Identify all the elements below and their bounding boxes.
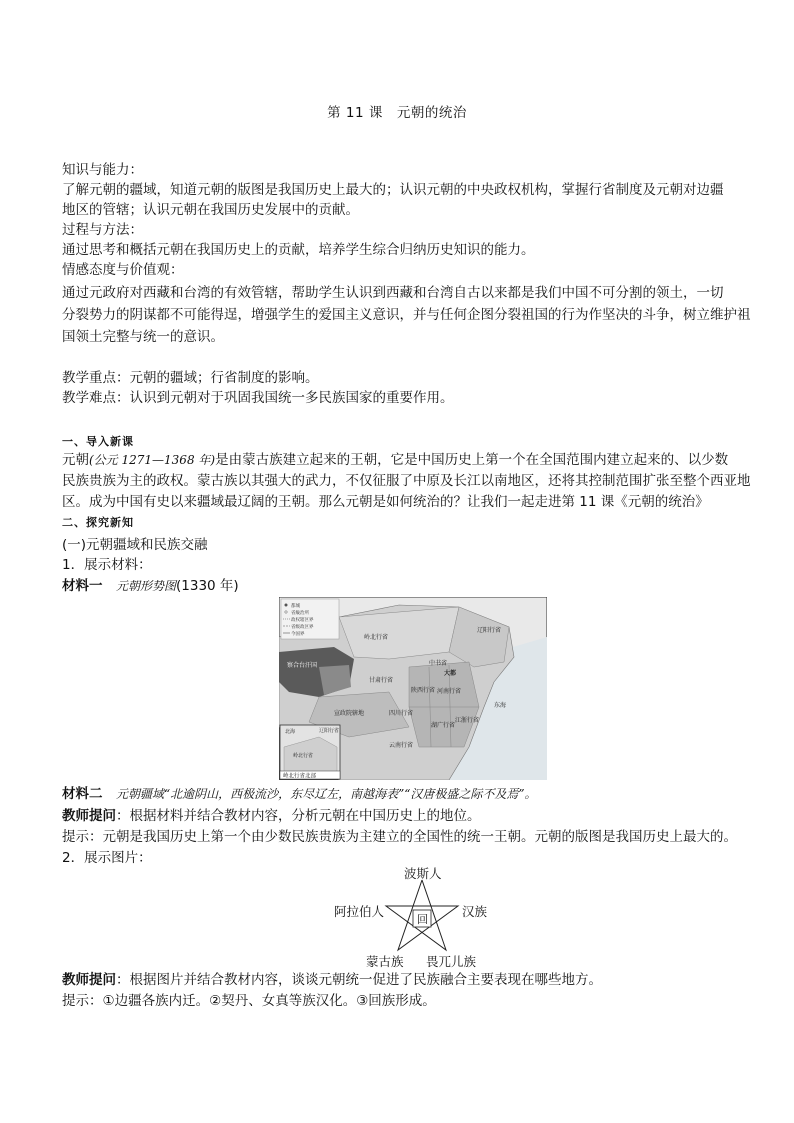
star-label-hui: 回: [417, 913, 428, 926]
objective-heading-attitude: 情感态度与价值观：: [62, 262, 184, 278]
star-label-uighur: 畏兀儿族: [426, 954, 477, 969]
legend-item: 今国界: [291, 632, 305, 637]
intro-paragraph-2: 民族贵族为主的政权。蒙古族以其强大的武力，不仅征服了中原及长江以南地区，还将其控制范围扩张至整个西亚地: [62, 473, 751, 489]
map-label: 云南行省: [389, 742, 414, 749]
material-1: [62, 576, 762, 596]
objective-text-knowledge-2: 地区的管辖；认识元朝在我国历史发展中的贡献。: [62, 202, 359, 218]
objective-text-attitude-2: 分裂势力的阴谋都不可能得逞，增强学生的爱国主义意识，并与任何企图分裂祖国的行为作坚决的斗争，树立维护祖: [62, 307, 751, 323]
objective-heading-knowledge: 知识与能力：: [62, 162, 143, 178]
teaching-difficulty: 教学难点：认识到元朝对于巩固我国统一多民族国家的重要作用。: [62, 390, 454, 406]
lesson-title: 第 11 课 元朝的统治: [327, 105, 467, 121]
material-2-label: 材料二: [62, 786, 103, 802]
inset-title: 岭北行省北部: [283, 773, 317, 780]
inset-label: 辽阳行省: [319, 728, 340, 734]
map-label: 湖广行省: [431, 722, 456, 729]
intro-paragraph-1: [62, 450, 762, 470]
material-1-text: 元朝形势图: [116, 579, 177, 593]
intro-text-1: 是由蒙古族建立起来的王朝，它是中国历史上第一个在全国范围内建立起来的、以少数: [215, 452, 729, 468]
teacher-question-2-label: 教师提问: [62, 972, 116, 988]
inset-label: 岭北行省: [293, 753, 314, 759]
map-label: 辽阳行省: [477, 627, 502, 634]
inset-label: 北海: [285, 729, 296, 735]
map-label: 中书省: [429, 660, 448, 667]
intro-paragraph-3: 区。成为中国有史以来疆域最辽阔的王朝。那么元朝是如何统治的？让我们一起走进第 11 课《元朝的统治》: [62, 494, 709, 510]
map-label: 东海: [494, 702, 507, 709]
objective-text-process: 通过思考和概括元朝在我国历史上的贡献，培养学生综合归纳历史知识的能力。: [62, 242, 535, 258]
legend-item: 省級治所: [291, 611, 309, 616]
material-2: [62, 784, 762, 804]
map-label: 江浙行省: [455, 717, 480, 724]
map-label: 河南行省: [437, 688, 462, 695]
legend-item: 省级政区界: [291, 625, 314, 630]
teacher-question-1-text: ：根据材料并结合教材内容，分析元朝在中国历史上的地位。: [116, 808, 481, 824]
teacher-question-1-label: 教师提问: [62, 808, 116, 824]
legend-capital-icon: [285, 604, 288, 607]
material-1-year: (1330 年): [176, 578, 239, 594]
teaching-focus: 教学重点：元朝的疆域；行省制度的影响。: [62, 370, 319, 386]
section-intro-heading: 一、导入新课: [62, 435, 134, 448]
star-label-han: 汉族: [462, 904, 488, 919]
objective-heading-process: 过程与方法：: [62, 222, 143, 238]
legend-item: 政权辖区界: [291, 618, 314, 623]
star-label-arab: 阿拉伯人: [334, 904, 385, 919]
map-label: 陕西行省: [411, 687, 436, 694]
objective-text-attitude-1: 通过元政府对西藏和台湾的有效管辖，帮助学生认识到西藏和台湾自古以来都是我们中国不可分割的领土，一切: [62, 285, 724, 301]
objective-text-knowledge-1-span: 了解元朝的疆域，知道元朝的版图是我国历史上最大的；认识元朝的中央政权机构，掌握行省制度及元朝对边疆: [62, 182, 724, 198]
teacher-question-1: [62, 806, 762, 826]
objective-text-knowledge-1: [62, 180, 762, 200]
star-label-persian: 波斯人: [404, 866, 442, 881]
intro-yuan: 元朝: [62, 452, 89, 468]
hint-2: 提示：①边疆各族内迁。②契丹、女真等族汉化。③回族形成。: [62, 993, 436, 1009]
map-label: 甘肃行省: [369, 677, 394, 684]
map-label: 大都: [444, 670, 457, 677]
yuan-dynasty-map: [279, 597, 547, 780]
intro-years: (公元 1271—1368 年): [89, 453, 216, 467]
star-label-mongol: 蒙古族: [366, 954, 404, 969]
subsection-territory: (一)元朝疆域和民族交融: [62, 537, 208, 553]
item-show-picture: 2．展示图片：: [62, 850, 152, 866]
objective-text-attitude-3: 国领土完整与统一的意识。: [62, 329, 224, 345]
material-1-label: 材料一: [62, 578, 103, 594]
teacher-question-2: [62, 970, 762, 990]
ethnic-fusion-star-diagram: [330, 862, 500, 972]
map-label: 岭北行省: [364, 634, 389, 641]
item-show-material: 1．展示材料：: [62, 557, 152, 573]
legend-item: 都城: [291, 604, 300, 609]
map-label: 察合台汗国: [287, 662, 318, 669]
teacher-question-2-text: ：根据图片并结合教材内容，谈谈元朝统一促进了民族融合主要表现在哪些地方。: [116, 972, 602, 988]
hint-1: 提示：元朝是我国历史上第一个由少数民族贵族为主建立的全国性的统一王朝。元朝的版图是我国历史上最大的。: [62, 829, 737, 845]
map-label: 宣政院辖地: [334, 710, 365, 717]
section-explore-heading: 二、探究新知: [62, 516, 134, 529]
map-label: 四川行省: [389, 710, 414, 717]
material-2-text: 元朝疆域“北逾阴山，西极流沙，东尽辽左，南越海表”“汉唐极盛之际不及焉”。: [116, 787, 537, 801]
